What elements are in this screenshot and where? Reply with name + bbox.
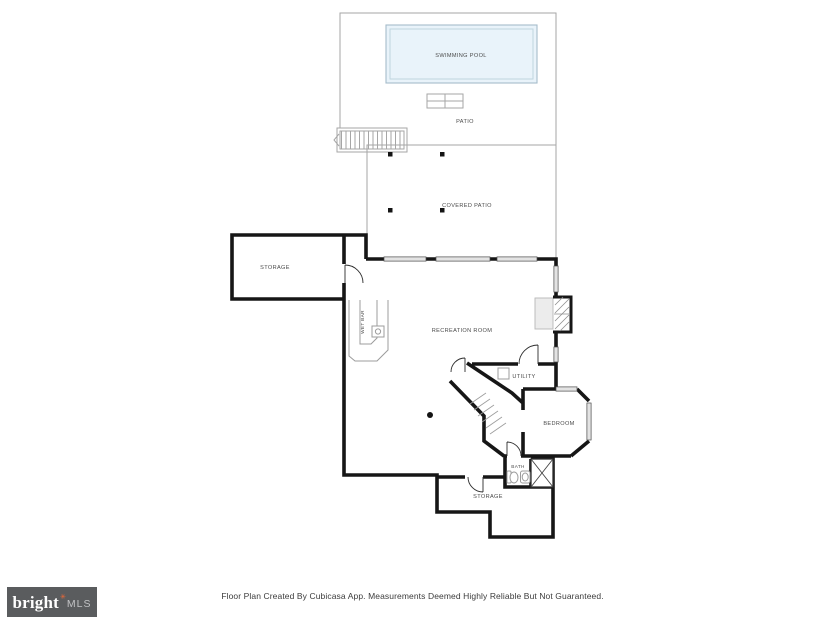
bright-mls-logo [7,587,97,617]
room-label-bedroom: BEDROOM [543,421,575,427]
support-column [427,412,433,418]
room-label-utility: UTILITY [512,374,536,380]
staircase [470,393,506,434]
utility-appliance [498,368,509,379]
room-label-swimming-pool: SWIMMING POOL [435,53,487,59]
lower-storage-door [468,477,483,492]
deck-stairs [334,128,407,152]
bath-door [507,442,521,456]
room-label-storage-upper: STORAGE [260,265,290,271]
fireplace-hearth [535,298,553,329]
room-label-storage-lower: STORAGE [473,494,503,500]
windows [384,257,591,440]
covered-patio-area [367,145,556,259]
storage-door [345,265,363,283]
roof-posts [388,152,445,213]
toilet-bowl [510,472,518,483]
logo-brand-text: bright [12,592,60,612]
patio-area [334,13,556,152]
room-label-patio: PATIO [456,119,474,125]
walls [232,235,571,537]
fireplace [535,297,571,332]
room-label-bath: BATH [511,464,525,469]
utility-door [519,345,538,364]
room-label-covered-patio: COVERED PATIO [442,203,492,209]
logo-mls-text: MLS [66,597,92,610]
wet-bar-sink [372,326,384,337]
room-label-wet-bar: WET BAR [360,310,365,334]
wet-bar-counter [349,300,388,361]
pool-steps-table [427,94,463,108]
hatched-box [531,459,553,487]
covered-patio-outline [367,145,556,259]
footer-disclaimer: Floor Plan Created By Cubicasa App. Measurements Deemed Highly Reliable But Not Guaranteed. [221,591,604,601]
bath-fixtures [507,471,530,483]
stair-hall-door [451,358,465,372]
room-label-recreation-room: RECREATION ROOM [431,328,493,334]
logo-star-icon: ✳ [60,594,66,601]
